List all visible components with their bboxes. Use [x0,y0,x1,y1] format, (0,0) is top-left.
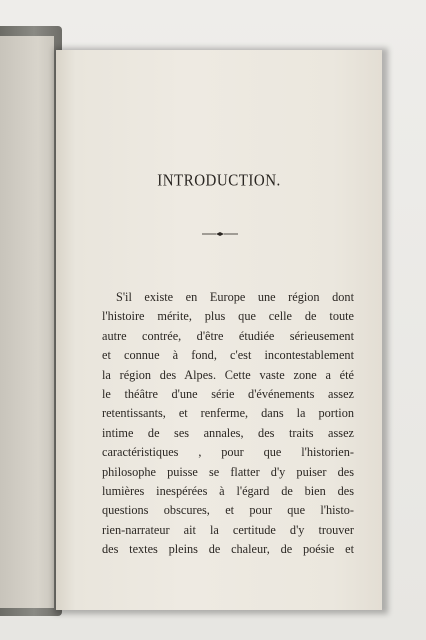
introduction-paragraph [102,288,354,560]
text-line: lumières inespérées à l'égard de bien des [102,484,354,499]
text-line: S'il existe en Europe une région dont [116,290,354,304]
text-line: retentissants, et renferme, dans la portion [102,406,354,421]
text-line: des textes pleins de chaleur, de poésie et [102,542,354,557]
ornament-rule [202,231,238,237]
text-line: la région des Alpes. Cette vaste zone a été [102,367,354,382]
text-line: philosophe puisse se flatter d'y puiser des [102,464,354,479]
text-line: intime de ses annales, des traits assez [102,425,354,440]
book-page [56,50,382,610]
text-line: caractéristiques , pour que l'historien- [102,445,354,460]
text-line: questions obscures, et pour que l'histo- [102,503,354,518]
text-line: rien-narrateur ait la certitude d'y trouver [102,522,354,537]
text-line: le théâtre d'une série d'événements assez [102,387,354,402]
facing-page [0,36,54,608]
text-line: et connue à fond, c'est incontestablement [102,348,354,363]
text-line: l'histoire mérite, plus que celle de toute [102,309,354,324]
page-heading: INTRODUCTION. [157,171,281,191]
text-line: autre contrée, d'être étudiée sérieusement [102,328,354,343]
